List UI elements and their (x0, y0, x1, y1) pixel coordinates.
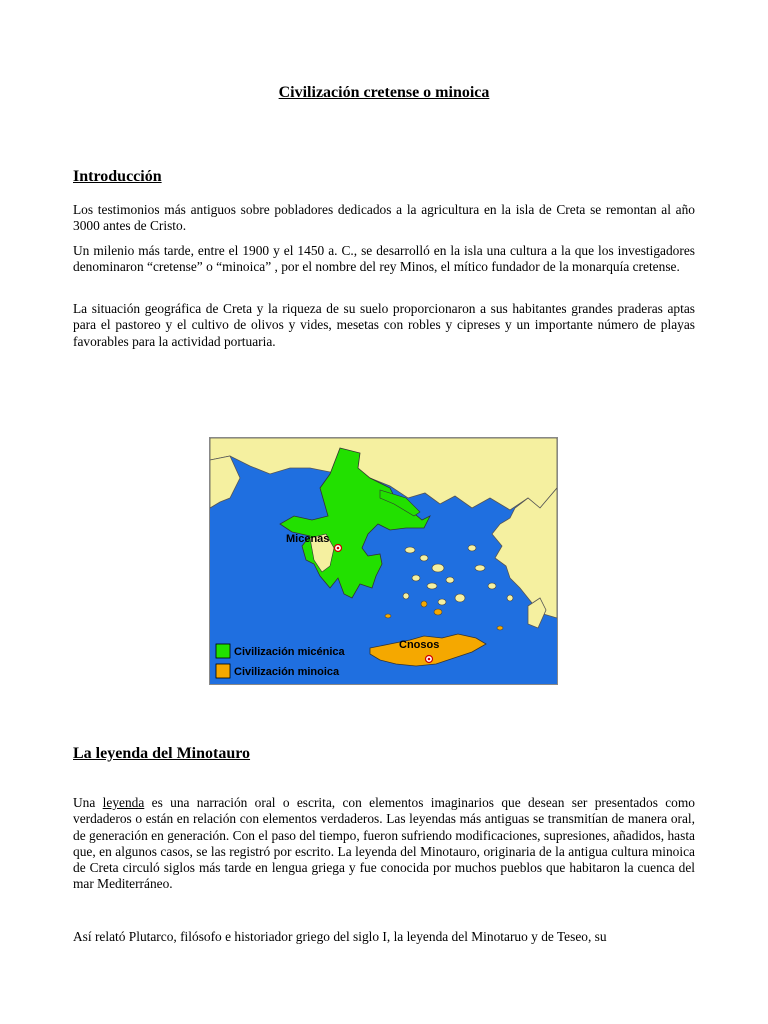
cnosos-label: Cnosos (399, 639, 440, 651)
legend-swatch-minoica (216, 664, 230, 678)
section-heading-introduccion: Introducción (73, 168, 162, 185)
intro-paragraph-2: Un milenio más tarde, entre el 1900 y el 1450 a. C., se desarrolló en la isla una cultura a la que los investigadores denominaron “cretense” o “minoica” , por el nombre del rey Minos, el mítico fundador de la monarquía cretense. (73, 243, 695, 275)
legend-paragraph-2: Así relató Plutarco, filósofo e historiador griego del siglo I, la leyenda del Minotaruo y de Teseo, su (73, 929, 607, 944)
legend-paragraph-1-start: Una (73, 795, 103, 810)
intro-paragraph-1: Los testimonios más antiguos sobre pobladores dedicados a la agricultura en la isla de Creta se remontan al año 3000 antes de Cristo. (73, 202, 695, 234)
legend-paragraph-1-rest: es una narración oral o escrita, con elementos imaginarios que desean ser presentados como verdaderos o están en relación con elementos verdaderos. Las leyendas más antiguas se transmitían de manera oral, de generación en generación. Con el paso del tiempo, fueron sufriendo modificaciones, supresiones, añadidos, hasta que, en algunos casos, se las registró por escrito. La leyenda del Minotauro, originaria de la antigua cultura minoica de Creta circuló siglos más tarde en lengua griega y fue conocida por muchos pueblos que habitaron la cuenca del mar Mediterráneo. (73, 795, 695, 892)
intro-paragraph-3: La situación geográfica de Creta y la riqueza de su suelo proporcionaron a sus habitantes grandes praderas aptas para el pastoreo y el cultivo de olivos y vides, mesetas con robles y cipreses y un importante número de playas favorables para la actividad portuaria. (73, 301, 695, 349)
legend-label-micenica: Civilización micénica (234, 646, 345, 658)
section-heading-leyenda: La leyenda del Minotauro (73, 745, 251, 762)
micenas-label: Micenas (286, 533, 330, 545)
micenas-marker-dot (337, 547, 340, 550)
cnosos-marker-dot (428, 658, 431, 661)
legend-swatch-micenica (216, 644, 230, 658)
legend-label-minoica: Civilización minoica (234, 666, 340, 678)
map-figure (209, 437, 558, 685)
leyenda-link[interactable]: leyenda (102, 795, 145, 810)
legend-paragraph-1 (73, 795, 695, 893)
document-title: Civilización cretense o minoica (278, 84, 490, 101)
aegean-map (210, 438, 557, 684)
